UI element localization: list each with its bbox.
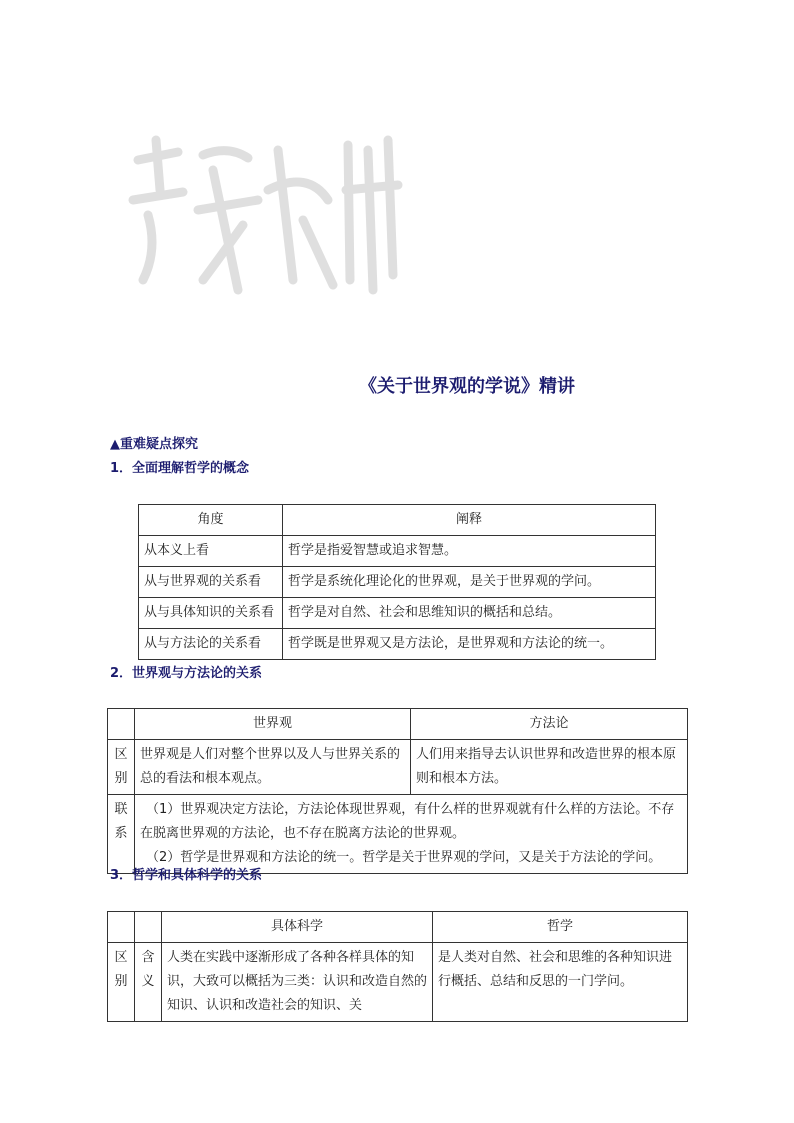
table-row xyxy=(108,795,688,874)
heading-1: 1．全面理解哲学的概念 xyxy=(110,461,250,476)
table-row xyxy=(139,536,656,567)
diff-label: 区别 xyxy=(108,943,135,1022)
table-row xyxy=(139,567,656,598)
table-header: 角度 xyxy=(139,505,283,536)
philosophy-science-table xyxy=(107,911,688,1022)
meaning-label: 含义 xyxy=(135,943,162,1022)
table-row xyxy=(108,709,688,740)
table-cell: 哲学是对自然、社会和思维知识的概括和总结。 xyxy=(283,598,656,629)
table-cell: 从与方法论的关系看 xyxy=(139,629,283,660)
heading-3: 3．哲学和具体科学的关系 xyxy=(110,868,263,883)
link-label: 联系 xyxy=(108,795,135,874)
table-cell: 人类在实践中逐渐形成了各种各样具体的知识，大致可以概括为三类：认识和改造自然的知识、认识和改造社会的知识、关 xyxy=(162,943,433,1022)
diff-label: 区别 xyxy=(108,740,135,795)
table-header xyxy=(108,709,135,740)
table-cell: 哲学是系统化理论化的世界观，是关于世界观的学问。 xyxy=(283,567,656,598)
table-header xyxy=(135,912,162,943)
table-header xyxy=(108,912,135,943)
table-header: 哲学 xyxy=(433,912,688,943)
table-cell: 哲学是指爱智慧或追求智慧。 xyxy=(283,536,656,567)
table-cell: 从与世界观的关系看 xyxy=(139,567,283,598)
table-row xyxy=(139,598,656,629)
table-header: 具体科学 xyxy=(162,912,433,943)
table-header: 方法论 xyxy=(411,709,688,740)
table-row xyxy=(108,740,688,795)
link-point-1: （1）世界观决定方法论，方法论体现世界观，有什么样的世界观就有什么样的方法论。不存在脱离世界观的方法论，也不存在脱离方法论的世界观。 xyxy=(140,802,675,841)
table-cell: 从与具体知识的关系看 xyxy=(139,598,283,629)
table-cell: 哲学既是世界观又是方法论，是世界观和方法论的统一。 xyxy=(283,629,656,660)
heading-2: 2．世界观与方法论的关系 xyxy=(110,666,263,681)
calligraphy-watermark xyxy=(118,130,408,300)
link-point-2: （2）哲学是世界观和方法论的统一。哲学是关于世界观的学问，又是关于方法论的学问。 xyxy=(146,850,662,865)
table-cell: 世界观是人们对整个世界以及人与世界关系的总的看法和根本观点。 xyxy=(135,740,411,795)
table-cell: 是人类对自然、社会和思维的各种知识进行概括、总结和反思的一门学问。 xyxy=(433,943,688,1022)
table-cell: 从本义上看 xyxy=(139,536,283,567)
table-row xyxy=(139,505,656,536)
table-header: 阐释 xyxy=(283,505,656,536)
table-row xyxy=(108,943,688,1022)
table-cell: 人们用来指导去认识世界和改造世界的根本原则和根本方法。 xyxy=(411,740,688,795)
worldview-methodology-table xyxy=(107,708,688,874)
table-row xyxy=(139,629,656,660)
table-header: 世界观 xyxy=(135,709,411,740)
philosophy-concept-table xyxy=(138,504,656,660)
table-cell xyxy=(135,795,688,874)
section-heading: ▲重难疑点探究 xyxy=(110,437,198,452)
page-title: 《关于世界观的学说》精讲 xyxy=(359,376,575,397)
table-row xyxy=(108,912,688,943)
